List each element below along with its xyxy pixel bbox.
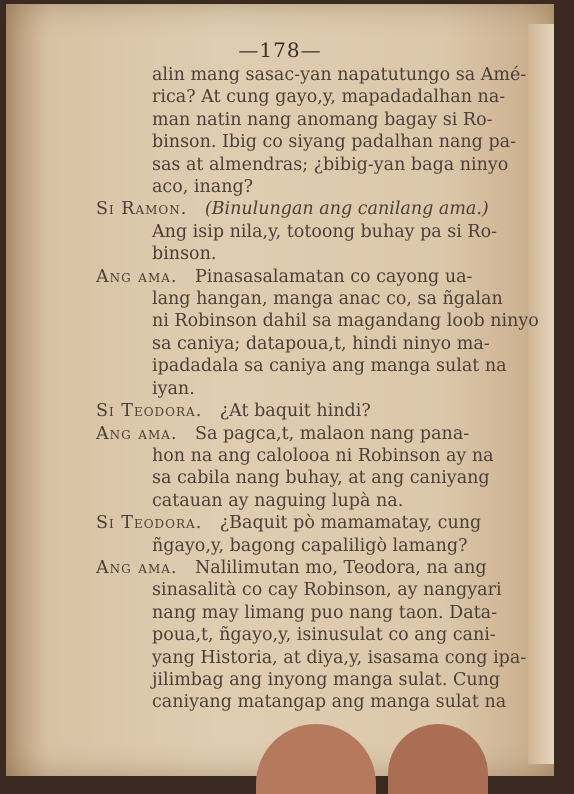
line-text: lang hangan, manga anac co, sa ñgalan: [152, 289, 503, 310]
line-text: ñgayo,y, bagong capaliligò lamang?: [152, 535, 468, 556]
text-line: [124, 154, 542, 176]
thumb-shadow-2: [388, 724, 488, 794]
line-text: alin mang sasac-yan napatutungo sa Amé-: [152, 65, 527, 85]
text-line: [124, 624, 542, 646]
text-line: [124, 647, 542, 669]
line-text: ipadadala sa caniya ang manga sulat na: [152, 356, 507, 377]
line-text: sa caniya; datapoua,t, hindi ninyo ma-: [152, 333, 490, 354]
speaker-label: Si Teodora.: [96, 513, 203, 534]
text-line: [124, 221, 542, 243]
speaker-label: Ang ama.: [96, 423, 178, 444]
text-line: [96, 266, 542, 288]
line-text: hon na ang calolooa ni Robinson ay na: [152, 445, 494, 466]
line-text: (Binulungan ang canilang ama.): [204, 199, 489, 220]
line-text: Pinasasalamatan co cayong ua-: [194, 266, 473, 287]
book-page: [6, 4, 554, 776]
speaker-label: Si Ramon.: [96, 199, 188, 220]
text-line: [96, 512, 542, 534]
line-text: caniyang matangap ang manga sulat na: [152, 692, 507, 713]
text-line: [124, 669, 542, 691]
line-text: Ang isip nila,y, totoong buhay pa si Ro-: [152, 221, 498, 242]
speaker-label: Ang ama.: [96, 557, 178, 578]
line-text: ¿At baquit hindi?: [219, 401, 371, 422]
text-line: [124, 579, 542, 601]
line-text: Nalilimutan mo, Teodora, na ang: [194, 557, 487, 578]
text-line: [124, 288, 542, 310]
text-line: [124, 445, 542, 467]
text-line: [124, 109, 542, 131]
line-text: sinasalità co cay Robinson, ay nangyari: [152, 580, 502, 601]
text-line: [96, 423, 542, 445]
speaker-label: Ang ama.: [96, 266, 178, 287]
text-line: [124, 243, 542, 265]
line-text: poua,t, ñgayo,y, isinusulat co ang cani-: [152, 625, 496, 646]
line-text: ni Robinson dahil sa magandang loob ninyo: [152, 311, 539, 332]
line-text: aco, inang?: [152, 177, 254, 198]
text-line: [124, 310, 542, 332]
line-text: binson. Ibig co siyang padalhan nang pa-: [152, 132, 516, 153]
line-text: rica? At cung gayo,y, mapadadalhan na-: [152, 87, 506, 108]
text-line: [124, 490, 542, 512]
text-line: [124, 176, 542, 198]
text-line: [124, 378, 542, 400]
line-text: sas at almendras; ¿bibig-yan baga ninyo: [152, 154, 509, 175]
text-line: [124, 333, 542, 355]
line-text: binson.: [152, 244, 217, 265]
text-line: [96, 198, 542, 220]
text-line: [124, 691, 542, 713]
text-line: [96, 400, 542, 422]
speaker-label: Si Teodora.: [96, 401, 203, 422]
text-line: [124, 602, 542, 624]
line-text: man natin nang anomang bagay si Ro-: [152, 109, 493, 130]
line-text: nang may limang puo nang taon. Data-: [152, 602, 498, 623]
text-line: [124, 355, 542, 377]
text-line: [124, 535, 542, 557]
text-line: [96, 557, 542, 579]
line-text: iyan.: [152, 378, 195, 399]
text-line: [124, 86, 542, 108]
text-line: [124, 467, 542, 489]
line-text: catauan ay naguing lupà na.: [152, 490, 404, 511]
thumb-shadow: [256, 724, 376, 794]
text-line: [124, 64, 542, 86]
text-block: [96, 64, 542, 714]
page-number: —178—: [238, 38, 322, 62]
line-text: Sa pagca,t, malaon nang pana-: [194, 423, 470, 444]
line-text: jilimbag ang inyong manga sulat. Cung: [152, 669, 501, 690]
text-line: [124, 131, 542, 153]
line-text: ¿Baquit pò mamamatay, cung: [219, 513, 482, 534]
line-text: yang Historia, at diya,y, isasama cong ipa-: [152, 647, 527, 668]
line-text: sa cabila nang buhay, at ang caniyang: [152, 468, 490, 489]
